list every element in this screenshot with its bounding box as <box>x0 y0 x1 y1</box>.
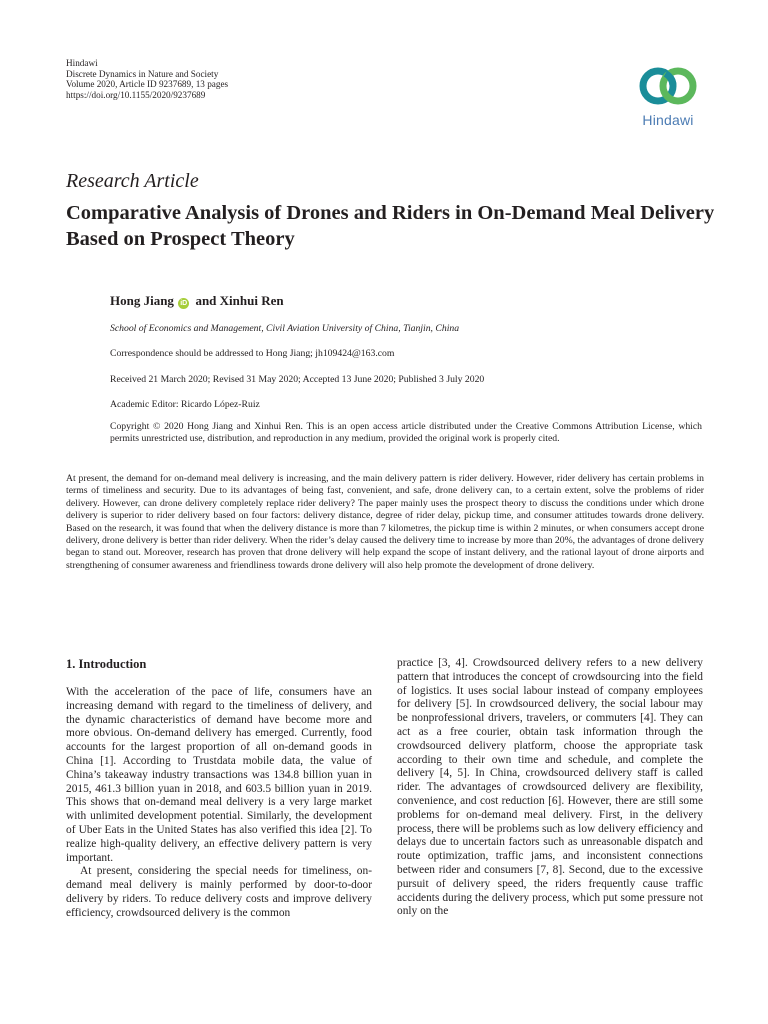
correspondence: Correspondence should be addressed to Hong Jiang; jh109424@163.com <box>110 348 395 359</box>
author-name[interactable]: Hong Jiang <box>110 293 174 308</box>
hindawi-logo-text: Hindawi <box>642 112 694 128</box>
abstract: At present, the demand for on-demand meal delivery is increasing, and the main delivery pattern is rider delivery. However, rider delivery has certain problems in terms of timeliness and security. Due to its advantages of being fast, convenient, and safe, drone delivery can, to a certain extent, solve the problems of rider delivery. However, can drone delivery completely replace rider delivery? The paper mainly uses the prospect theory to discuss the conditions under which drone delivery is superior to rider delivery based on four factors: delivery distance, degree of rider delay, pickup time, and consumer attitudes towards drone delivery. Based on the research, it was found that when the delivery distance is more than 7 kilometres, the pickup time is within 2 minutes, or when consumers accept drone delivery, drone delivery is better than rider delivery. When the rider’s delay caused the delivery time to increase by more than 20%, the advantages of drone delivery began to stand out. Moreover, research has proven that drone delivery will help expand the scope of instant delivery, and the rational layout of drone airports and strengthening of consumer awareness and friendliness towards drone delivery will also help promote the development of drone delivery. <box>66 473 704 571</box>
left-column <box>66 686 372 921</box>
hindawi-logo <box>630 62 706 134</box>
doi-link[interactable]: https://doi.org/10.1155/2020/9237689 <box>66 89 206 100</box>
paragraph: With the acceleration of the pace of life, consumers have an increasing demand with regard to the timeliness of delivery, and the dynamic characteristics of demand have become more and more obvious. On-demand delivery has emerged. Currently, food accounts for the largest proportion of all on-demand goods in China [1]. According to Trustdata mobile data, the value of China’s takeaway industry transactions was 134.8 billion yuan in 2015, 461.3 billion yuan in 2018, and 603.5 billion yuan in 2019. This shows that on-demand meal delivery is a very large market with unlimited development potential. Similarly, the development of Uber Eats in the United States has also verified this idea [2]. To realize high-quality delivery, an effective delivery pattern is very important. <box>66 686 372 864</box>
publisher-name: Hindawi <box>66 58 98 68</box>
academic-editor: Academic Editor: Ricardo López-Ruiz <box>110 399 260 410</box>
author-line <box>110 293 284 309</box>
article-type: Research Article <box>66 170 199 192</box>
journal-name: Discrete Dynamics in Nature and Society <box>66 68 219 79</box>
paragraph: At present, considering the special needs for timeliness, on-demand meal delivery is mainly performed by door-to-door delivery by riders. To reduce delivery costs and improve delivery efficiency, crowdsourced delivery is the common <box>66 865 372 919</box>
hindawi-logo-icon <box>630 62 706 112</box>
right-column <box>397 657 703 919</box>
orcid-icon[interactable]: iD <box>180 300 188 307</box>
author-name: and Xinhui Ren <box>195 293 284 308</box>
article-title: Comparative Analysis of Drones and Riders in On-Demand Meal Delivery Based on Prospect Theory <box>66 202 715 250</box>
volume-info: Volume 2020, Article ID 9237689, 13 pages <box>66 79 229 90</box>
copyright-notice: Copyright © 2020 Hong Jiang and Xinhui Ren. This is an open access article distributed under the Creative Commons Attribution License, which permits unrestricted use, distribution, and reproduction in any medium, provided the original work is properly cited. <box>110 421 702 445</box>
paragraph: practice [3, 4]. Crowdsourced delivery refers to a new delivery pattern that introduces the concept of crowdsourcing into the field of logistics. It uses social labour instead of company employees for delivery [5]. In crowdsourced delivery, the social labour may be nonprofessional drivers, travelers, or commuters [4]. They can act as a free courier, obtain task information through the crowdsourced delivery platform, choose the appropriate task according to their own time and schedule, and complete the delivery [4, 5]. In China, crowdsourced delivery staff is called rider. The advantages of crowdsourced delivery are flexibility, convenience, and cost reduction [6]. However, there are still some problems for on-demand meal delivery. First, in the delivery process, there will be problems such as low delivery efficiency and delays due to uncertain factors such as unreasonable dispatch and route optimization, traffic jams, and inconsistent connections between rider and consumers [7, 8]. Second, due to the excessive pursuit of delivery speed, the riders frequently cause traffic accidents during the delivery process, which put some pressure not only on the <box>397 657 703 918</box>
journal-header <box>66 58 228 100</box>
section-heading: 1. Introduction <box>66 657 147 671</box>
affiliation: School of Economics and Management, Civil Aviation University of China, Tianjin, China <box>110 323 460 334</box>
publication-dates: Received 21 March 2020; Revised 31 May 2020; Accepted 13 June 2020; Published 3 July 2020 <box>110 374 485 385</box>
